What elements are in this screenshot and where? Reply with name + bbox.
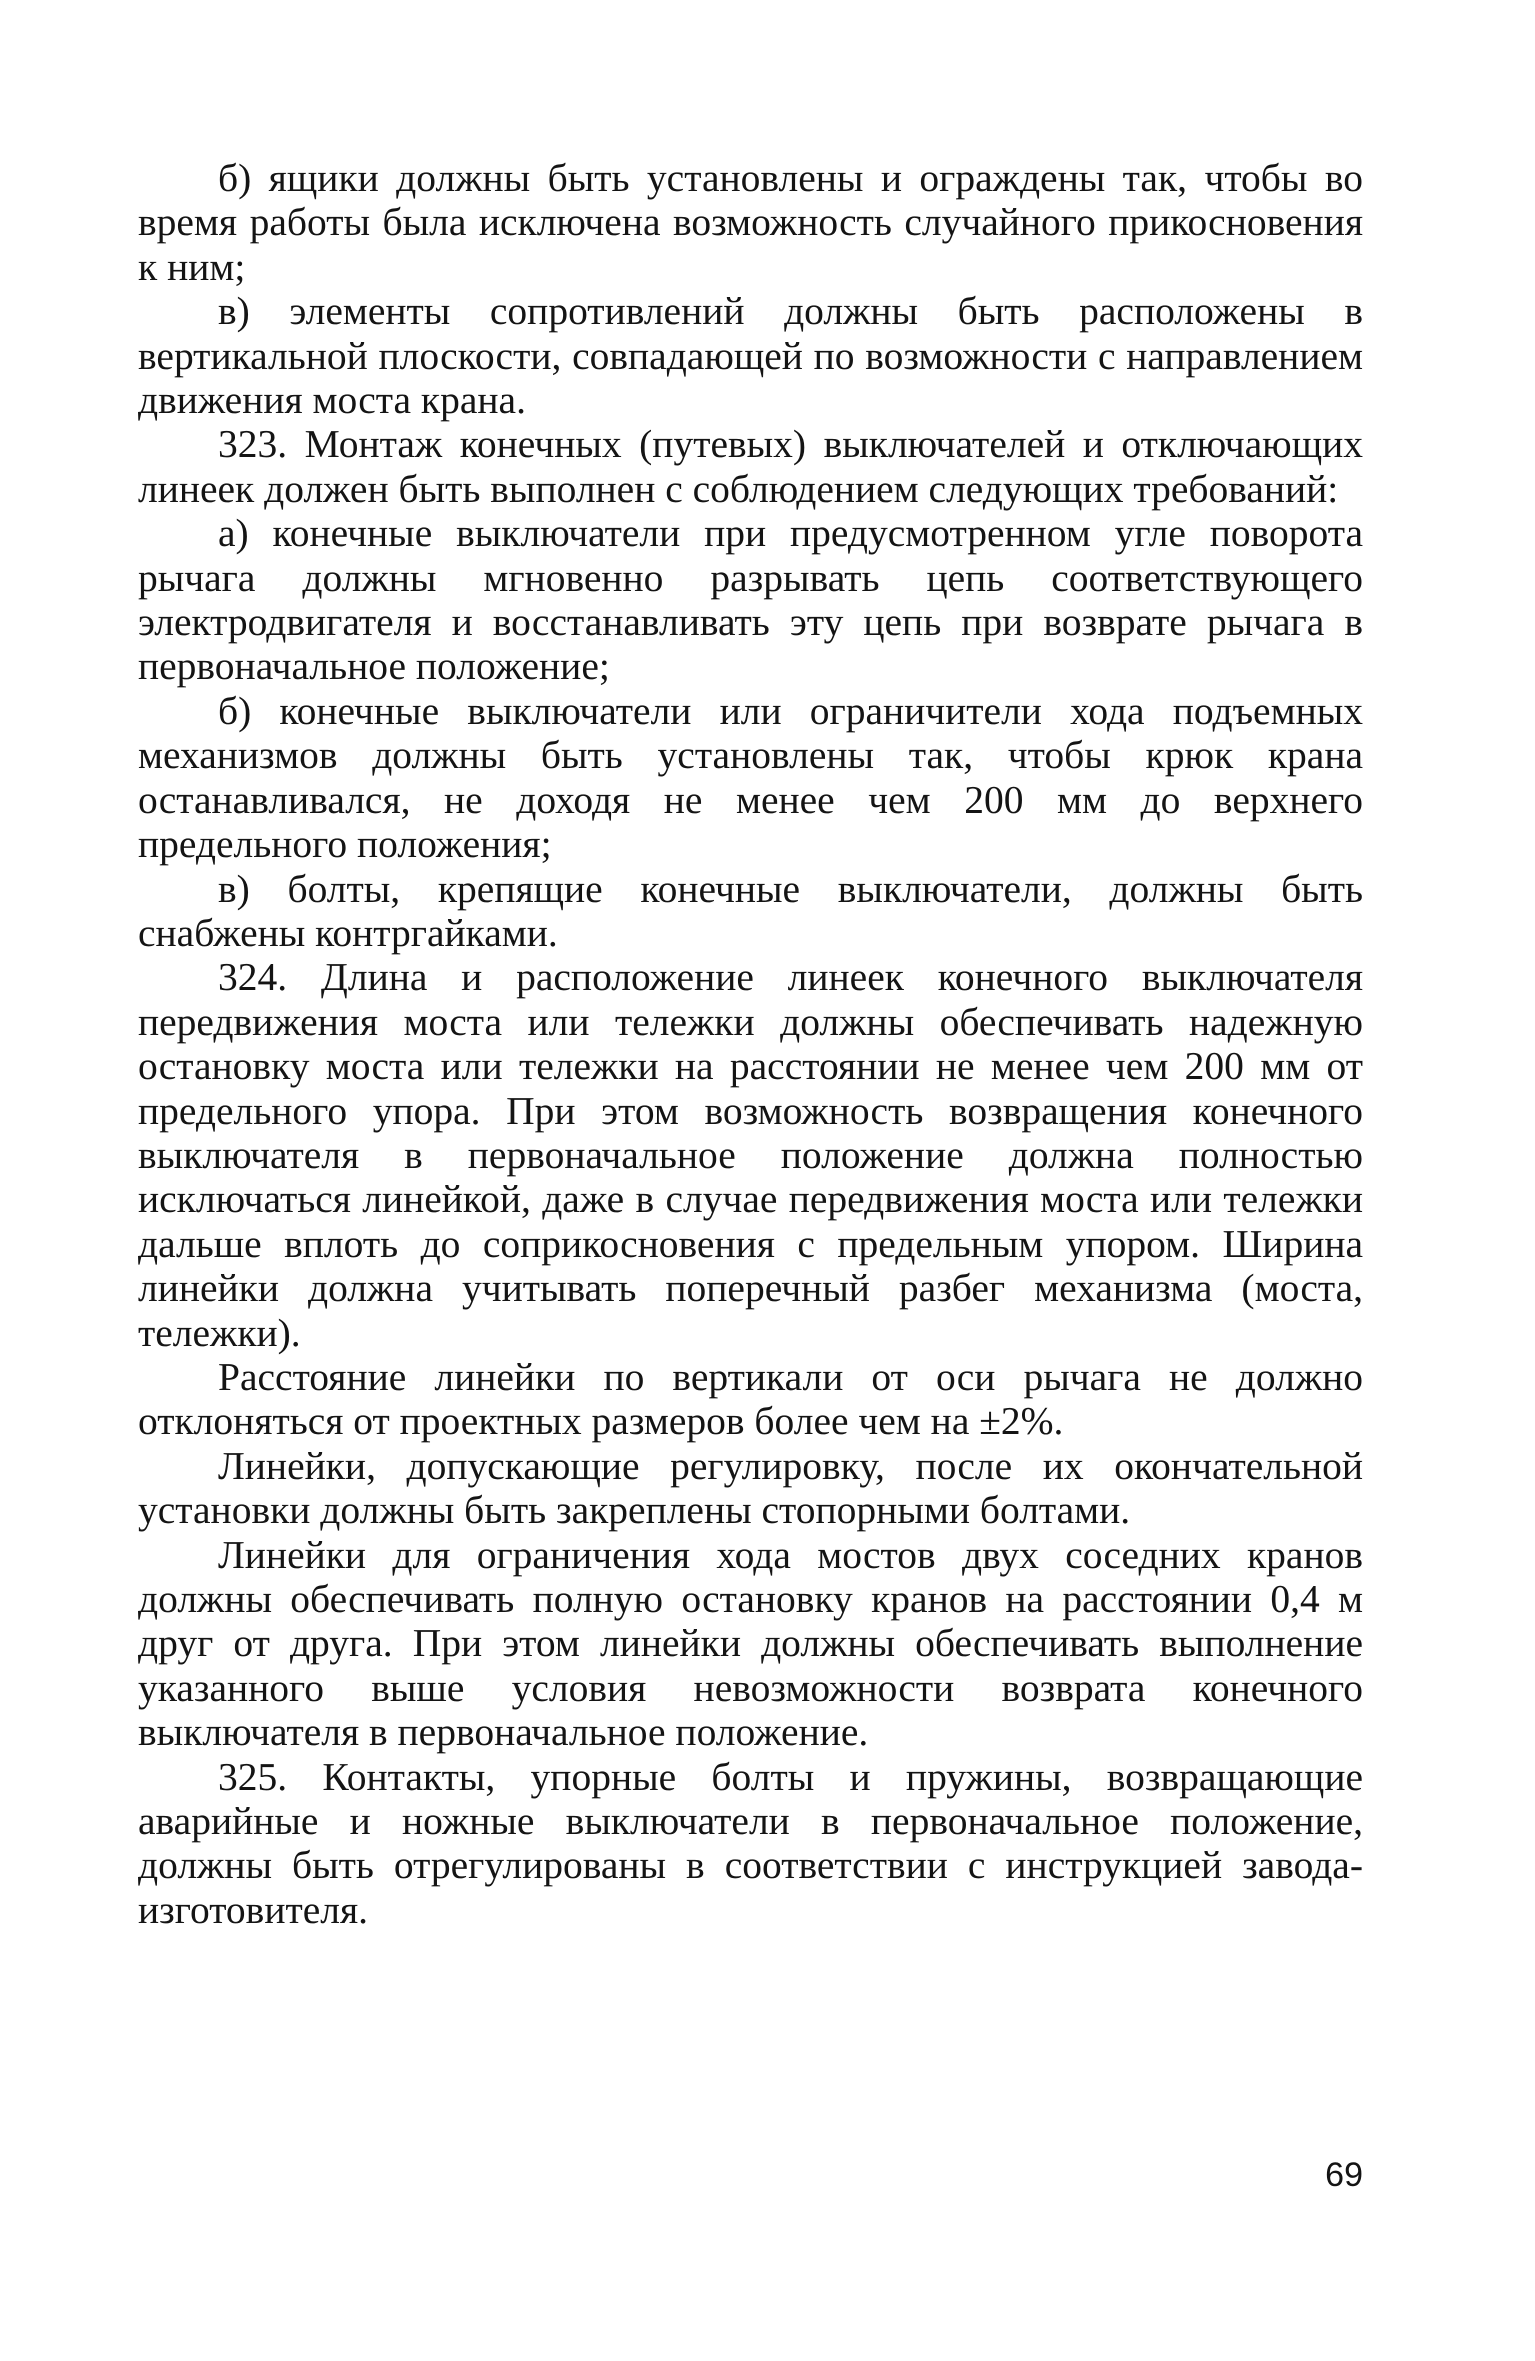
paragraph-324-distance: Расстояние линейки по вертикали от оси рычага не должно отклоняться от проектных размеров более чем на ±2%. [138,1354,1363,1444]
page-number: 69 [1325,2156,1363,2194]
paragraph-324-adjustable: Линейки, допускающие регулировку, после их окончательной установки должны быть закреплены стопорными болтами. [138,1443,1363,1533]
paragraph-324-neighbor-cranes: Линейки для ограничения хода мостов двух соседних кранов должны обеспечивать полную остановку кранов на расстоянии 0,4 м друг от друга. При этом линейки должны обеспечивать выполнение указанного выше условия невозможности возврата конечного выключателя в первоначальное положение. [138,1532,1363,1755]
paragraph-323: 323. Монтаж конечных (путевых) выключателей и отключающих линеек должен быть выполнен с соблюдением следующих требований: [138,422,1363,511]
paragraph-324: 324. Длина и расположение линеек конечного выключателя передвижения моста или тележки должны обеспечивать надежную остановку моста или тележки на расстоянии не менее чем 200 мм от предельного упора. При этом возможность возвращения конечного выключателя в первоначальное положение должна полностью исключаться линейкой, даже в случае передвижения моста или тележки дальше вплоть до соприкосновения с предельным упором. Ширина линейки должна учитывать поперечный разбег механизма (моста, тележки). [138,955,1363,1355]
body-text [138,156,1363,1932]
paragraph-322v: в) элементы сопротивлений должны быть расположены в вертикальной плоскости, совпадающей по возможности с направлением движения моста крана. [138,289,1363,423]
paragraph-322b: б) ящики должны быть установлены и ограждены так, чтобы во время работы была исключена возможность случайного прикосновения к ним; [138,156,1363,289]
paragraph-325: 325. Контакты, упорные болты и пружины, возвращающие аварийные и ножные выключатели в первоначальное положение, должны быть отрегулированы в соответствии с инструкцией завода-изготовителя. [138,1754,1363,1932]
paragraph-323v: в) болты, крепящие конечные выключатели, должны быть снабжены контргайками. [138,866,1363,955]
paragraph-323a: а) конечные выключатели при предусмотренном угле поворота рычага должны мгновенно разрывать цепь соответствующего электродвигателя и восстанавливать эту цепь при возврате рычага в первоначальное положение; [138,511,1363,689]
paragraph-323b: б) конечные выключатели или ограничители хода подъемных механизмов должны быть установлены так, чтобы крюк крана останавливался, не доходя не менее чем 200 мм до верхнего предельного положения; [138,688,1363,867]
